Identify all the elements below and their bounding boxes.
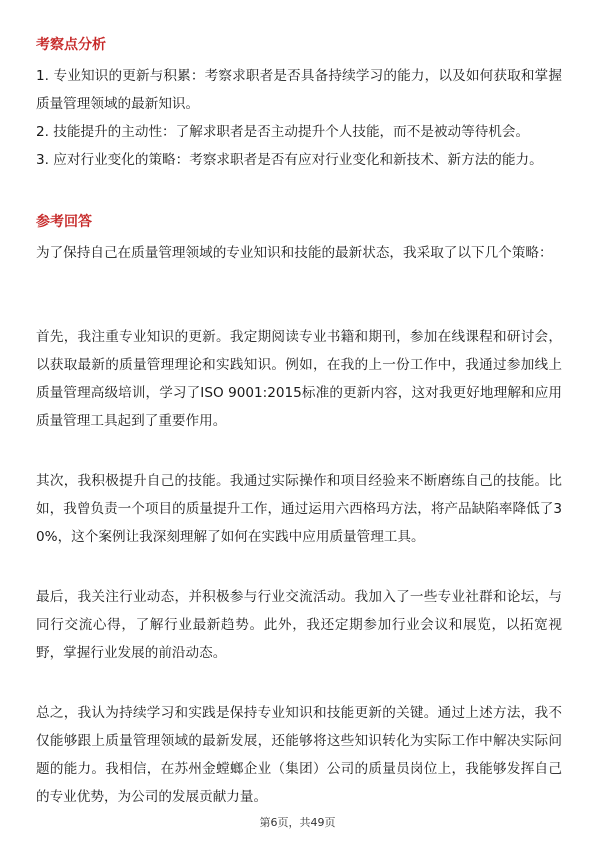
analysis-point-3: 3. 应对行业变化的策略：考察求职者是否有应对行业变化和新技术、新方法的能力。	[36, 152, 543, 168]
analysis-point-2: 2. 技能提升的主动性：了解求职者是否主动提升个人技能，而不是被动等待机会。	[36, 124, 530, 140]
analysis-points	[36, 62, 562, 174]
answer-paragraph-3: 最后，我关注行业动态，并积极参与行业交流活动。我加入了一些专业社群和论坛，与同行交流心得，了解行业最新趋势。此外，我还定期参加行业会议和展览，以拓宽视野，掌握行业发展的前沿动态。	[36, 589, 562, 661]
page-number: 第6页，共49页	[259, 816, 336, 829]
answer-paragraph-2: 其次，我积极提升自己的技能。我通过实际操作和项目经验来不断磨练自己的技能。比如，我曾负责一个项目的质量提升工作，通过运用六西格玛方法，将产品缺陷率降低了30%，这个案例让我深刻理解了如何在实践中应用质量管理工具。	[36, 473, 562, 545]
answer-paragraph-1: 首先，我注重专业知识的更新。我定期阅读专业书籍和期刊，参加在线课程和研讨会，以获取最新的质量管理理论和实践知识。例如，在我的上一份工作中，我通过参加线上质量管理高级培训，学习了ISO 9001:2015标准的更新内容，这对我更好地理解和应用质量管理工具起到了重要作用。	[36, 329, 562, 429]
analysis-heading: 考察点分析	[36, 37, 106, 53]
analysis-point-1: 1. 专业知识的更新与积累：考察求职者是否具备持续学习的能力，以及如何获取和掌握质量管理领域的最新知识。	[36, 68, 562, 112]
answer-paragraph-4: 总之，我认为持续学习和实践是保持专业知识和技能更新的关键。通过上述方法，我不仅能够跟上质量管理领域的最新发展，还能够将这些知识转化为实际工作中解决实际问题的能力。我相信，在苏州金螳螂企业（集团）公司的质量员岗位上，我能够发挥自己的专业优势，为公司的发展贡献力量。	[36, 705, 562, 805]
answer-intro: 为了保持自己在质量管理领域的专业知识和技能的最新状态，我采取了以下几个策略：	[36, 245, 553, 261]
answer-heading: 参考回答	[36, 214, 92, 230]
